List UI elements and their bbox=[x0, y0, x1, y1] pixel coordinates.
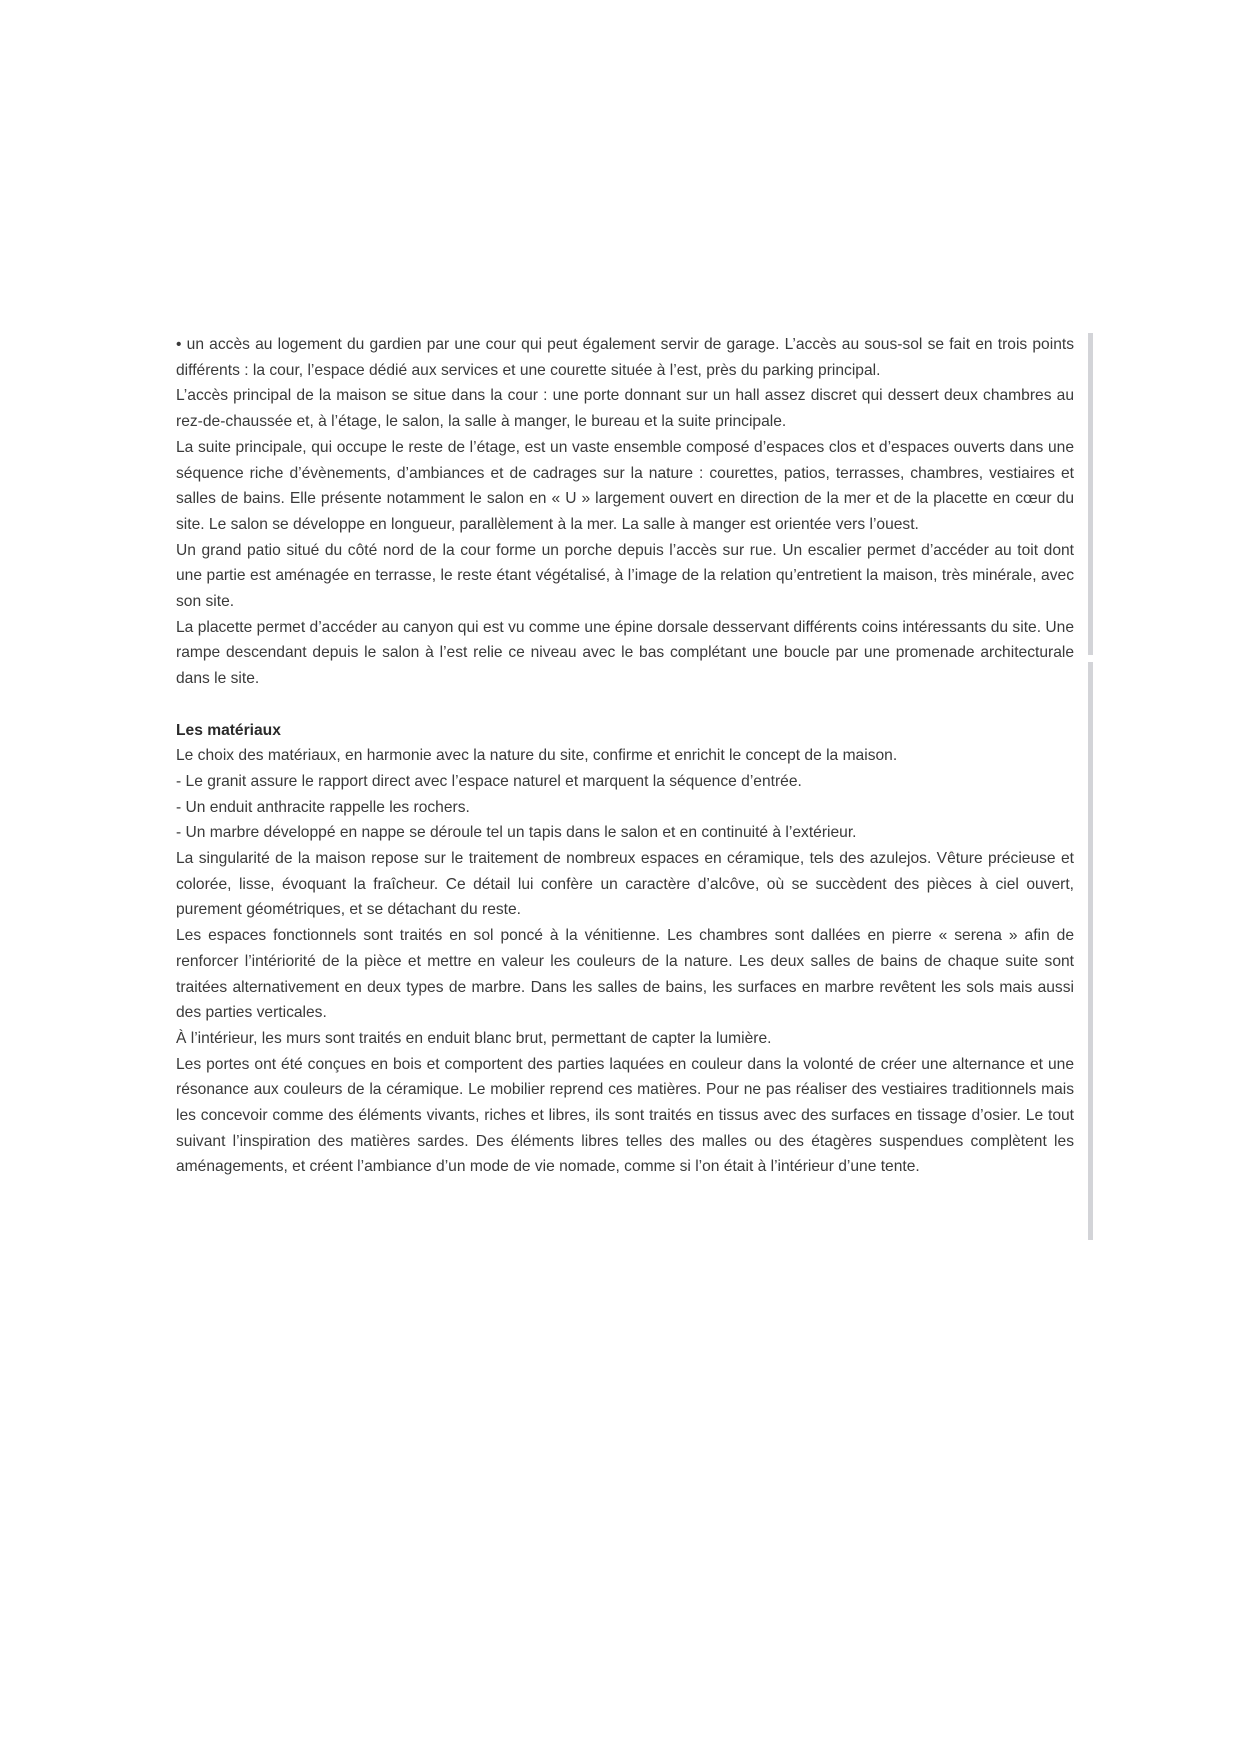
document-body bbox=[176, 332, 1074, 1180]
paragraph-placette: La placette permet d’accéder au canyon qui est vu comme une épine dorsale desservant différents coins intéressants du site. Une rampe descendant depuis le salon à l’est relie ce niveau avec le bas complétant une boucle par une promenade architecturale dans le site. bbox=[176, 618, 1074, 688]
paragraph-portes-mobilier: Les portes ont été conçues en bois et comportent des parties laquées en couleur dans la volonté de créer une alternance et une résonance aux couleurs de la céramique. Le mobilier reprend ces matières. Pour ne pas réaliser des vestiaires traditionnels mais les concevoir comme des éléments vivants, riches et libres, ils sont traités en tissus avec des surfaces en tissage d’osier. Le tout suivant l’inspiration des matières sardes. Des éléments libres telles des malles ou des étagères suspendues complètent les aménagements, et créent l’ambiance d’un mode de vie nomade, comme si l’on était à l’intérieur d’une tente. bbox=[176, 1055, 1074, 1176]
paragraph-materials-intro: Le choix des matériaux, en harmonie avec la nature du site, confirme et enrichit le concept de la maison. bbox=[176, 747, 898, 765]
margin-bar-lower bbox=[1088, 662, 1093, 1240]
list-item-granit: - Le granit assure le rapport direct avec l’espace naturel et marquent la séquence d’entrée. bbox=[176, 772, 802, 790]
paragraph-espaces-fonctionnels: Les espaces fonctionnels sont traités en sol poncé à la vénitienne. Les chambres sont dallées en pierre « serena » afin de renforcer l’intériorité de la pièce et mettre en valeur les couleurs de la nature. Les deux salles de bains de chaque suite sont traitées alternativement en deux types de marbre. Dans les salles de bains, les surfaces en marbre revêtent les sols mais aussi des parties verticales. bbox=[176, 927, 1074, 1022]
margin-bar-upper bbox=[1088, 333, 1093, 655]
paragraph-murs: À l’intérieur, les murs sont traités en enduit blanc brut, permettant de capter la lumière. bbox=[176, 1029, 772, 1047]
paragraph-ceramique: La singularité de la maison repose sur le traitement de nombreux espaces en céramique, tels des azulejos. Vêture précieuse et colorée, lisse, évoquant la fraîcheur. Ce détail lui confère un caractère d’alcôve, où se succèdent des pièces à ciel ouvert, purement géométriques, et se détachant du reste. bbox=[176, 850, 1074, 919]
paragraph-gardien-access: • un accès au logement du gardien par une cour qui peut également servir de garage. L’accès au sous-sol se fait en trois points différents : la cour, l’espace dédié aux services et une courette située à l’est, près du parking principal. bbox=[176, 336, 1074, 379]
list-item-marbre: - Un marbre développé en nappe se déroule tel un tapis dans le salon et en continuité à l’extérieur. bbox=[176, 824, 857, 842]
paragraph-patio: Un grand patio situé du côté nord de la cour forme un porche depuis l’accès sur rue. Un escalier permet d’accéder au toit dont une partie est aménagée en terrasse, le reste étant végétalisé, à l’image de la relation qu’entretient la maison, très minérale, avec son site. bbox=[176, 541, 1074, 611]
paragraph-spacer bbox=[176, 692, 1074, 718]
list-item-enduit: - Un enduit anthracite rappelle les rochers. bbox=[176, 798, 470, 816]
paragraph-main-access: L’accès principal de la maison se situe dans la cour : une porte donnant sur un hall assez discret qui dessert deux chambres au rez-de-chaussée et, à l’étage, le salon, la salle à manger, le bureau et la suite principale. bbox=[176, 387, 1074, 431]
paragraph-main-suite: La suite principale, qui occupe le reste de l’étage, est un vaste ensemble composé d’espaces clos et d’espaces ouverts dans une séquence riche d’évènements, d’ambiances et de cadrages sur la nature : courettes, patios, terrasses, chambres, vestiaires et salles de bains. Elle présente notamment le salon en « U » largement ouvert en direction de la mer et de la placette en cœur du site. Le salon se développe en longueur, parallèlement à la mer. La salle à manger est orientée vers l’ouest. bbox=[176, 438, 1074, 533]
section-heading-materials: Les matériaux bbox=[176, 721, 281, 739]
